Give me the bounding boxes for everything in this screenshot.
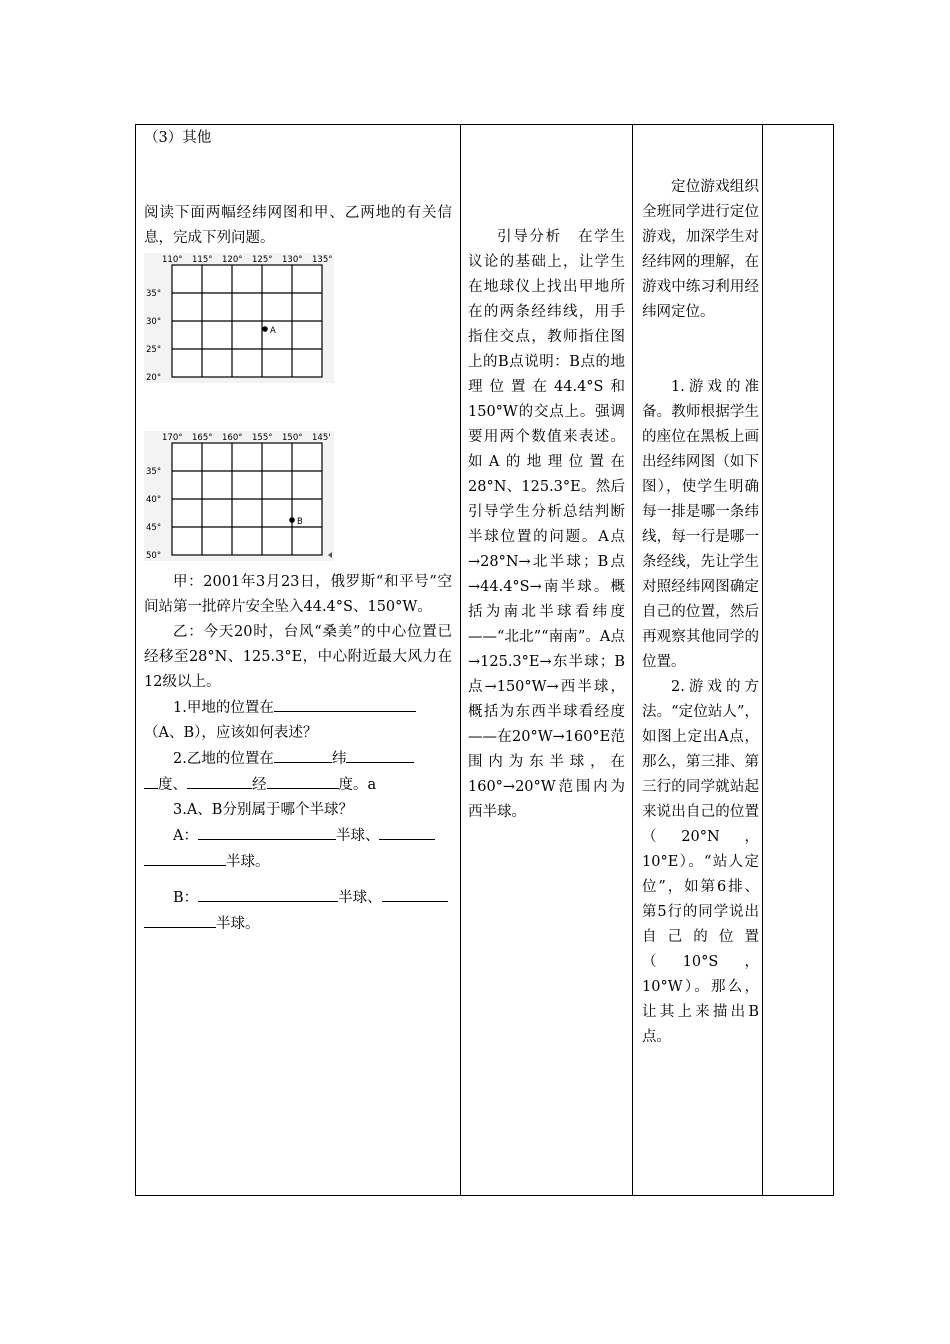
column-divider bbox=[632, 125, 633, 1195]
section-heading: （3）其他 bbox=[144, 130, 212, 146]
teacher-guidance-column bbox=[468, 225, 625, 825]
question-2: 2.乙地的位置在 纬 度、 经 度。a bbox=[144, 746, 452, 798]
longitude-tick-label: 155° bbox=[252, 433, 273, 443]
intro-text: 阅读下面两幅经纬网图和甲、乙两地的有关信息，完成下列问题。 bbox=[144, 205, 452, 246]
point-b bbox=[289, 517, 295, 523]
longitude-tick-label: 110° bbox=[162, 255, 183, 265]
latitude-tick-label: 40° bbox=[146, 495, 162, 505]
point-a-label: A bbox=[270, 326, 276, 336]
content-column bbox=[144, 125, 452, 937]
latitude-tick-label: 50° bbox=[146, 551, 162, 561]
latitude-tick-label: 20° bbox=[146, 373, 162, 383]
longitude-tick-label: 145' bbox=[312, 433, 331, 443]
lesson-table bbox=[135, 124, 834, 1196]
info-yi: 乙：今天20时，台风“桑美”的中心位置已经移至28°N、125.3°E，中心附近最大风力在12级以上。 bbox=[144, 624, 452, 690]
game-intro: 定位游戏组织全班同学进行定位游戏，加深学生对经纬网的理解，在游戏中练习利用经纬网定位。 bbox=[642, 179, 759, 320]
game-preparation: 1.游戏的准备。教师根据学生的座位在黑板上画出经纬网图（如下图），使学生明确每一排是哪一条纬线，每一行是哪一条经线，先让学生对照经纬网图确定自己的位置，然后再观察其他同学的位置。 bbox=[642, 379, 759, 670]
latitude-tick-label: 25° bbox=[146, 345, 162, 355]
question-1: 1.甲地的位置在 （A、B），应该如何表述？ bbox=[144, 695, 452, 746]
lat-lon-grid-map-a bbox=[144, 253, 334, 383]
latitude-tick-label: 35° bbox=[146, 467, 162, 477]
question-3: 3.A、B分别属于哪个半球？ bbox=[173, 802, 353, 818]
latitude-tick-label: 35° bbox=[146, 289, 162, 299]
latitude-tick-label: 45° bbox=[146, 523, 162, 533]
info-jia: 甲：2001年3月23日，俄罗斯“和平号”空间站第一批碎片安全坠入44.4°S、150°W。 bbox=[144, 574, 452, 615]
longitude-tick-label: 165° bbox=[192, 433, 213, 443]
question-3-b: B： 半球、 半球。 bbox=[144, 885, 452, 937]
guidance-text: 引导分析 在学生议论的基础上，让学生在地球仪上找出甲地所在的两条经纬线，用手指住交点，教师指住图上的B点说明：B点的地理位置在44.4°S和150°W的交点上。强调要用两个数值来表述。如A的地理位置在28°N、125.3°E。然后引导学生分析总结判断半球位置的问题。A点→28°N→北半球；B点→44.4°S→南半球。概括为南北半球看纬度——“北北”“南南”。A点→125.3°E→东半球；B点→150°W→西半球，概括为东西半球看经度——在20°W→160°E范围内为东半球，在160°→20°W范围内为西半球。 bbox=[468, 229, 625, 820]
longitude-tick-label: 160° bbox=[222, 433, 243, 443]
activity-column bbox=[642, 175, 759, 1050]
longitude-tick-label: 130° bbox=[282, 255, 303, 265]
longitude-tick-label: 125° bbox=[252, 255, 273, 265]
point-a bbox=[262, 326, 268, 332]
lat-lon-grid-map-b bbox=[144, 431, 334, 566]
longitude-tick-label: 120° bbox=[222, 255, 243, 265]
longitude-tick-label: 115° bbox=[192, 255, 213, 265]
longitude-tick-label: 135° bbox=[312, 255, 333, 265]
game-method: 2.游戏的方法。“定位站人”，如图上定出A点，那么，第三排、第三行的同学就站起来说出自己的位置（20°N，10°E）。“站人定位”，如第6排、第5行的同学说出自己的位置（10°S，10°W）。那么，让其上来描出B点。 bbox=[642, 679, 759, 1045]
longitude-tick-label: 150° bbox=[282, 433, 303, 443]
column-divider bbox=[460, 125, 461, 1195]
question-3-a: A： 半球、 半球。 bbox=[144, 823, 452, 875]
longitude-tick-label: 170° bbox=[162, 433, 183, 443]
latitude-tick-label: 30° bbox=[146, 317, 162, 327]
point-b-label: B bbox=[297, 517, 303, 527]
column-divider bbox=[762, 125, 763, 1195]
